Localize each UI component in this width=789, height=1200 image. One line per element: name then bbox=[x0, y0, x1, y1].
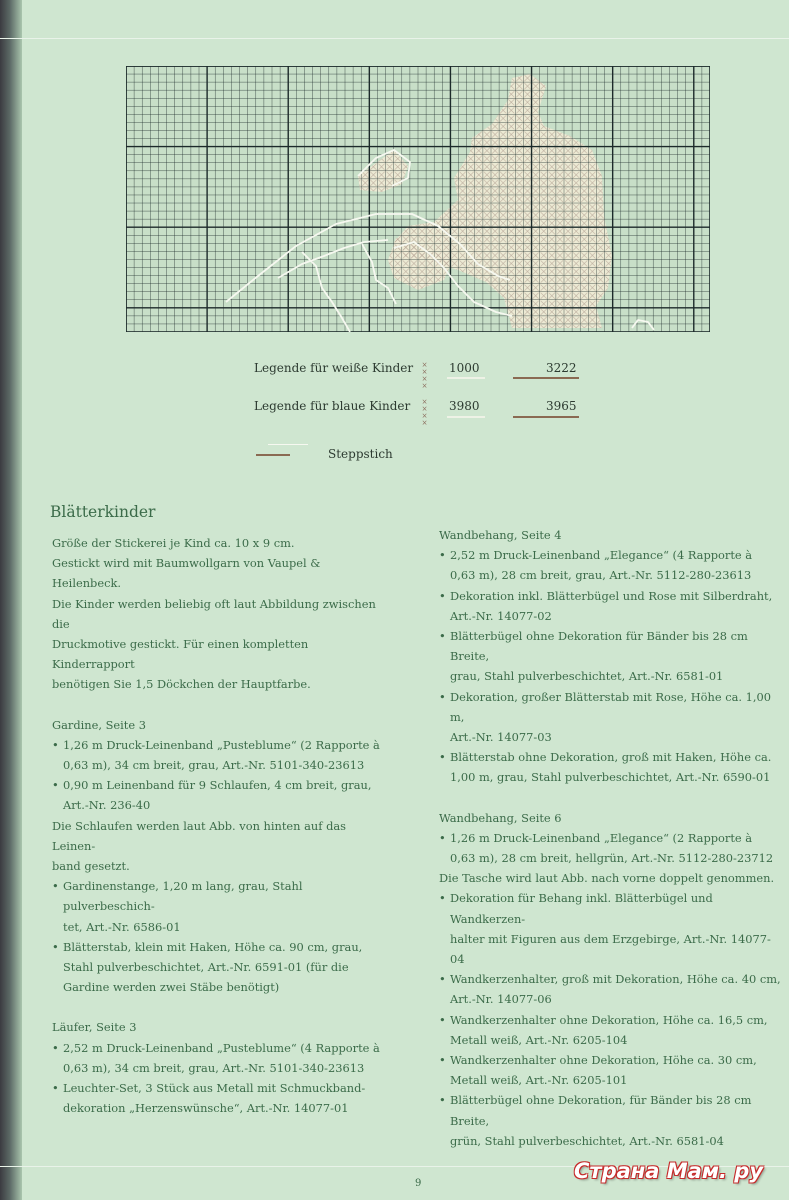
list-item-line: • Blätterstab, klein mit Haken, Höhe ca. 90 cm, grau, bbox=[63, 939, 363, 954]
list-item bbox=[439, 969, 784, 1009]
list-item bbox=[52, 1078, 392, 1118]
list-item-line: Art.-Nr. 14077-02 bbox=[450, 608, 552, 623]
list-item-line: • Wandkerzenhalter ohne Dekoration, Höhe ca. 16,5 cm, bbox=[450, 1012, 768, 1027]
intro-line: Gestickt wird mit Baumwollgarn von Vaupel & Heilenbeck. bbox=[52, 556, 321, 591]
legend-white-code-2: 3222 bbox=[546, 361, 577, 375]
list-item bbox=[439, 1050, 784, 1090]
legend-blue-code-1: 3980 bbox=[449, 399, 480, 413]
laeufer-list bbox=[52, 1038, 392, 1119]
list-item-line: • Leuchter-Set, 3 Stück aus Metall mit Schmuckband- bbox=[63, 1081, 366, 1096]
list-item bbox=[439, 888, 784, 969]
list-item bbox=[439, 828, 784, 868]
list-item-line: grün, Stahl pulverbeschichtet, Art.-Nr. 6581-04 bbox=[450, 1133, 724, 1148]
list-item-line: • Blätterbügel ohne Dekoration, für Bänder bis 28 cm Breite, bbox=[450, 1093, 752, 1128]
list-item bbox=[439, 545, 784, 585]
wandbehang-6-list bbox=[439, 828, 784, 868]
left-column bbox=[52, 533, 392, 1118]
list-item-line: 0,63 m), 28 cm breit, hellgrün, Art.-Nr. 5112-280-23712 bbox=[450, 851, 774, 866]
intro-paragraph bbox=[52, 533, 392, 695]
gardine-heading: Gardine, Seite 3 bbox=[52, 717, 146, 732]
list-item-line: • 1,26 m Druck-Leinenband „Elegance“ (2 Rapporte à bbox=[450, 830, 753, 845]
gardine-note-line: band gesetzt. bbox=[52, 859, 130, 874]
wandbehang-6-list-2 bbox=[439, 888, 784, 1151]
wandbehang-6-note: Die Tasche wird laut Abb. nach vorne doppelt genommen. bbox=[439, 871, 775, 886]
list-item-line: Metall weiß, Art.-Nr. 6205-101 bbox=[450, 1073, 628, 1088]
list-item-line: Art.-Nr. 14077-03 bbox=[450, 730, 552, 745]
list-item-line: tet, Art.-Nr. 6586-01 bbox=[63, 919, 181, 934]
list-item-line: • 2,52 m Druck-Leinenband „Elegance“ (4 Rapporte à bbox=[450, 548, 753, 563]
cross-stitch-chart bbox=[126, 66, 710, 332]
intro-line: benötigen Sie 1,5 Döckchen der Hauptfarbe. bbox=[52, 677, 311, 692]
list-item-line: • 0,90 m Leinenband für 9 Schlaufen, 4 cm breit, grau, bbox=[63, 778, 372, 793]
cross-stitch-symbol-icon: × × × × bbox=[421, 361, 429, 390]
list-item-line: 0,63 m), 34 cm breit, grau, Art.-Nr. 5101-340-23613 bbox=[63, 1060, 365, 1075]
list-item-line: • Dekoration inkl. Blätterbügel und Rose mit Silberdraht, bbox=[450, 588, 773, 603]
list-item-line: 1,00 m, grau, Stahl pulverbeschichtet, Art.-Nr. 6590-01 bbox=[450, 770, 771, 785]
list-item-line: dekoration „Herzenswünsche“, Art.-Nr. 14077-01 bbox=[63, 1101, 349, 1116]
gardine-list-2 bbox=[52, 876, 392, 997]
list-item-line: • Dekoration, großer Blätterstab mit Rose, Höhe ca. 1,00 m, bbox=[450, 689, 771, 724]
legend-blue-underline bbox=[447, 416, 485, 418]
cross-stitch-symbol-icon: × × × × bbox=[421, 398, 429, 427]
legend-white-underline bbox=[447, 377, 485, 379]
list-item-line: grau, Stahl pulverbeschichtet, Art.-Nr. 6581-01 bbox=[450, 669, 724, 684]
list-item bbox=[52, 937, 392, 998]
list-item-line: • Dekoration für Behang inkl. Blätterbügel und Wandkerzen- bbox=[450, 891, 713, 926]
list-item bbox=[439, 1010, 784, 1050]
gardine-note-line: Die Schlaufen werden laut Abb. von hinten auf das Leinen- bbox=[52, 818, 347, 853]
wandbehang-4-list bbox=[439, 545, 784, 787]
right-column bbox=[439, 525, 784, 1151]
intro-line: Druckmotive gestickt. Für einen kompletten Kinderrapport bbox=[52, 637, 309, 672]
list-item-line: Art.-Nr. 236-40 bbox=[63, 798, 151, 813]
backstitch-white-line bbox=[268, 444, 308, 445]
backstitch-brown-line bbox=[256, 454, 290, 456]
list-item bbox=[52, 1038, 392, 1078]
book-spine-shadow bbox=[0, 0, 22, 1200]
section-title: Blätterkinder bbox=[50, 503, 156, 521]
laeufer-heading: Läufer, Seite 3 bbox=[52, 1020, 137, 1035]
list-item-line: Gardine werden zwei Stäbe benötigt) bbox=[63, 980, 280, 995]
list-item bbox=[52, 735, 392, 775]
list-item-line: • Wandkerzenhalter ohne Dekoration, Höhe ca. 30 cm, bbox=[450, 1053, 757, 1068]
wandbehang-6-heading: Wandbehang, Seite 6 bbox=[439, 810, 562, 825]
list-item bbox=[439, 626, 784, 687]
list-item-line: Metall weiß, Art.-Nr. 6205-104 bbox=[450, 1032, 628, 1047]
legend-blue-backstitch-line bbox=[513, 416, 579, 418]
page-number: 9 bbox=[415, 1178, 422, 1189]
legend-white-code-1: 1000 bbox=[449, 361, 480, 375]
list-item-line: Art.-Nr. 14077-06 bbox=[450, 992, 552, 1007]
list-item bbox=[439, 586, 784, 626]
intro-line: Die Kinder werden beliebig oft laut Abbildung zwischen die bbox=[52, 596, 376, 631]
list-item-line: • Wandkerzenhalter, groß mit Dekoration, Höhe ca. 40 cm, bbox=[450, 972, 781, 987]
watermark-logo: Страна Мам. ру bbox=[574, 1159, 764, 1183]
list-item-line: • Gardinenstange, 1,20 m lang, grau, Stahl pulverbeschich- bbox=[63, 879, 303, 914]
list-item-line: halter mit Figuren aus dem Erzgebirge, Art.-Nr. 14077-04 bbox=[450, 931, 771, 967]
list-item-line: • 1,26 m Druck-Leinenband „Pusteblume“ (2 Rapporte à bbox=[63, 737, 380, 752]
legend-white-backstitch-line bbox=[513, 377, 579, 379]
list-item bbox=[52, 876, 392, 937]
list-item bbox=[439, 747, 784, 787]
list-item bbox=[439, 1090, 784, 1151]
legend-white-label: Legende für weiße Kinder bbox=[254, 361, 414, 375]
list-item-line: • Blätterbügel ohne Dekoration für Bänder bis 28 cm Breite, bbox=[450, 629, 748, 664]
list-item-line: Stahl pulverbeschichtet, Art.-Nr. 6591-01 (für die bbox=[63, 960, 349, 975]
legend-blue-code-2: 3965 bbox=[546, 399, 577, 413]
gardine-list bbox=[52, 735, 392, 816]
page-edge-line bbox=[0, 38, 789, 39]
list-item bbox=[439, 687, 784, 748]
intro-line: Größe der Stickerei je Kind ca. 10 x 9 cm. bbox=[52, 536, 295, 550]
legend-blue-label: Legende für blaue Kinder bbox=[254, 399, 411, 413]
list-item-line: • Blätterstab ohne Dekoration, groß mit Haken, Höhe ca. bbox=[450, 750, 772, 765]
list-item-line: 0,63 m), 28 cm breit, grau, Art.-Nr. 5112-280-23613 bbox=[450, 568, 752, 583]
list-item-line: 0,63 m), 34 cm breit, grau, Art.-Nr. 5101-340-23613 bbox=[63, 758, 365, 773]
list-item-line: • 2,52 m Druck-Leinenband „Pusteblume“ (4 Rapporte à bbox=[63, 1040, 380, 1055]
legend-backstitch-label: Steppstich bbox=[328, 447, 393, 461]
list-item bbox=[52, 775, 392, 815]
wandbehang-4-heading: Wandbehang, Seite 4 bbox=[439, 528, 562, 542]
